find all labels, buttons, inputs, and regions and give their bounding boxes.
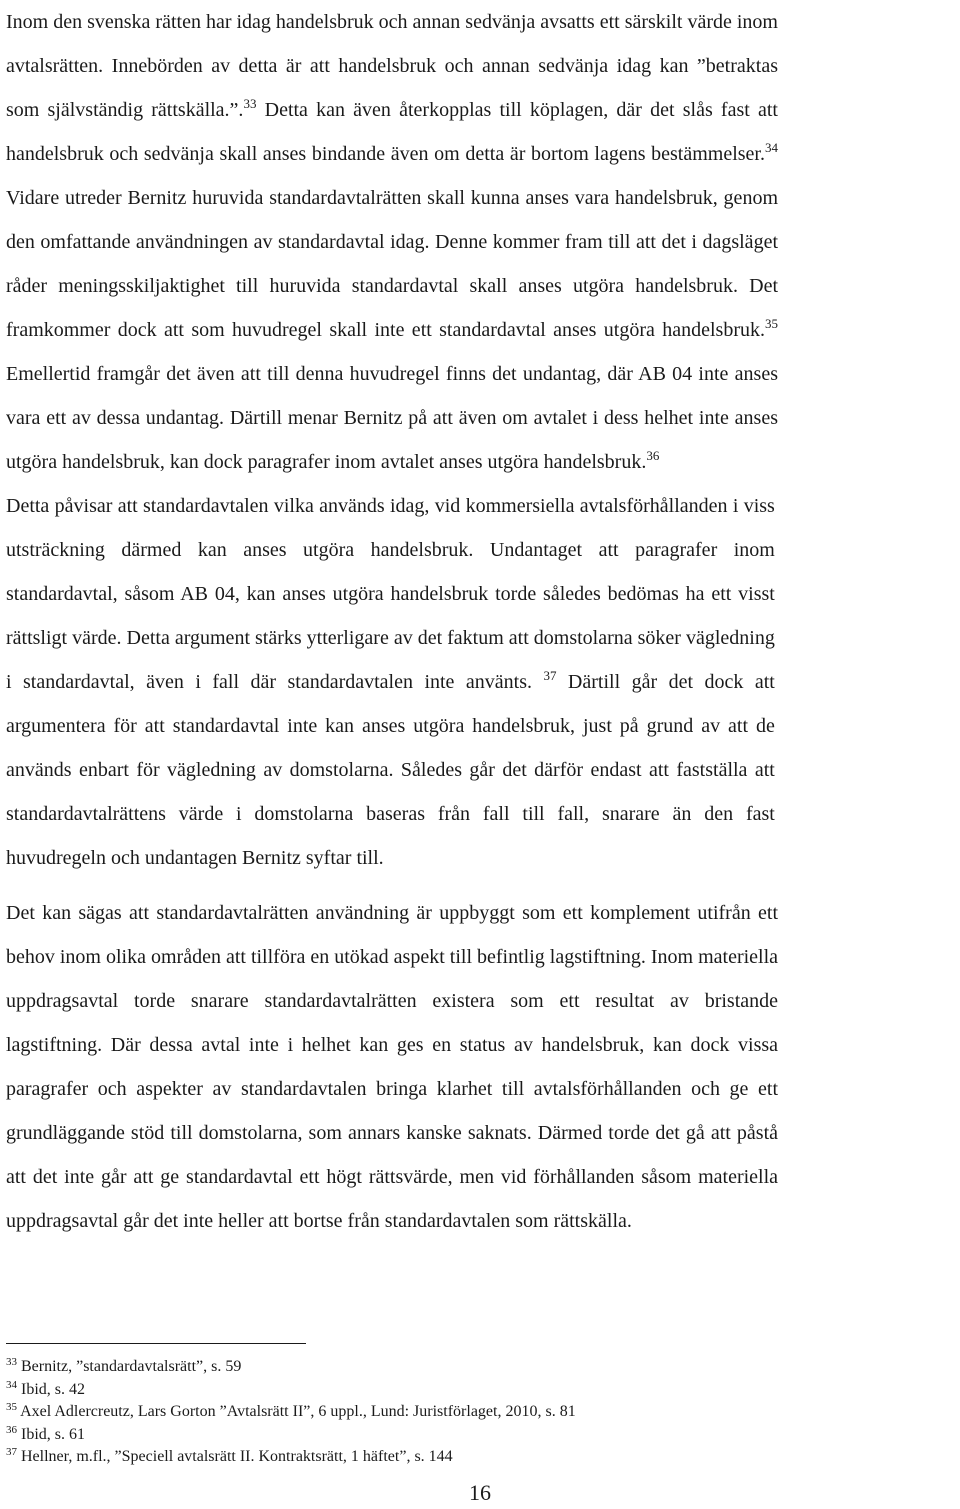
text-fragment: utsträckning därmed kan anses utgöra handelsbruk. Undantaget att paragrafer inom [6, 539, 775, 561]
text-fragment: Detta påvisar att standardavtalen vilka används idag, vid kommersiella avtalsförhållanden i viss [6, 495, 775, 517]
text-fragment: den omfattande användningen av standardavtal idag. Denne kommer fram till att det i dagsläget [6, 231, 778, 253]
text-line [6, 979, 778, 1023]
text-line [6, 1067, 778, 1111]
text-fragment: argumentera för att standardavtal inte kan anses utgöra handelsbruk, just på grund av att de [6, 715, 775, 737]
paragraph-3 [6, 891, 778, 1243]
footnote-number: 35 [6, 1401, 17, 1413]
text-fragment: Det kan sägas att standardavtalrätten användning är uppbyggt som ett komplement utifrån ett [6, 902, 779, 924]
text-fragment: avtalsrätten. Innebörden av detta är att handelsbruk och annan sedvänja idag kan ”betraktas [6, 55, 778, 77]
footnotes [6, 1356, 956, 1469]
text-fragment: huvudregeln och undantagen Bernitz syftar till. [6, 847, 384, 869]
text-line [6, 1111, 778, 1155]
text-fragment: Inom den svenska rätten har idag handelsbruk och annan sedvänja avsatts ett särskilt värde inom [6, 11, 778, 33]
text-line [6, 660, 775, 704]
text-line [6, 484, 775, 528]
footnote-text: Bernitz, ”standardavtalsrätt”, s. 59 [21, 1358, 242, 1375]
text-fragment: grundläggande stöd till domstolarna, som annars kanske saknats. Därmed torde det gå att påstå [6, 1122, 779, 1144]
text-line [6, 836, 775, 880]
text-fragment: rättsligt värde. Detta argument stärks ytterligare av det faktum att domstolarna söker vägledning [6, 627, 775, 649]
text-line [6, 1155, 778, 1199]
text-fragment: handelsbruk och sedvänja skall anses bindande även om detta är bortom lagens bestämmelser. [6, 143, 765, 165]
footnote-35 [6, 1401, 956, 1424]
footnote-33 [6, 1356, 956, 1379]
text-fragment: standardavtalrättens värde i domstolarna baseras från fall till fall, snarare än den fast [6, 803, 775, 825]
text-fragment: paragrafer och aspekter av standardavtalen bringa klarhet till avtalsförhållanden och ge ett [6, 1078, 779, 1100]
text-fragment: uppdragsavtal torde snarare standardavtalrätten existera som ett resultat av bristande [6, 990, 779, 1012]
paragraph-2 [6, 484, 775, 880]
footnote-reference: 33 [243, 96, 257, 111]
footnote-number: 37 [6, 1446, 17, 1458]
text-line [6, 440, 778, 484]
text-fragment: Detta kan även återkopplas till köplagen, där det slås fast att [256, 99, 778, 121]
paragraph-1 [6, 0, 778, 484]
text-fragment: att det inte går att ge standardavtal ett högt rättsvärde, men vid förhållanden såsom materiella [6, 1166, 779, 1188]
footnote-text: Axel Adlercreutz, Lars Gorton ”Avtalsrätt II”, 6 uppl., Lund: Juristförlaget, 2010, s. 81 [20, 1403, 576, 1420]
text-line [6, 748, 775, 792]
footnote-reference: 34 [765, 140, 778, 155]
text-line [6, 528, 775, 572]
text-line [6, 935, 778, 979]
text-fragment: standardavtal, såsom AB 04, kan anses utgöra handelsbruk torde således bedömas ha ett visst [6, 583, 775, 605]
text-line [6, 396, 778, 440]
footnote-text: Hellner, m.fl., ”Speciell avtalsrätt II. Kontraktsrätt, 1 häftet”, s. 144 [21, 1448, 453, 1465]
text-line [6, 220, 778, 264]
footnote-number: 34 [6, 1378, 17, 1391]
text-fragment: framkommer dock att som huvudregel skall inte ett standardavtal anses utgöra handelsbruk. [6, 319, 765, 341]
text-line [6, 352, 778, 396]
footnote-reference: 37 [543, 668, 557, 683]
text-fragment: behov inom olika områden att tillföra en utökad aspekt till befintlig lagstiftning. Inom materiella [6, 946, 779, 968]
text-fragment: används enbart för vägledning av domstolarna. Således går det därför endast att fastställa att [6, 759, 775, 781]
text-line [6, 264, 778, 308]
footnote-text: Ibid, s. 61 [21, 1425, 85, 1443]
footnote-34 [6, 1379, 956, 1402]
footnote-36 [6, 1424, 956, 1447]
footnote-text: Ibid, s. 42 [21, 1380, 85, 1398]
footnote-separator [6, 1343, 306, 1344]
text-line [6, 572, 775, 616]
text-line [6, 1023, 778, 1067]
text-line [6, 44, 778, 88]
text-line [6, 1199, 778, 1243]
text-line [6, 176, 778, 220]
text-fragment: som självständig rättskälla.”. [6, 99, 244, 121]
footnote-reference: 35 [765, 316, 778, 331]
text-fragment: Vidare utreder Bernitz huruvida standardavtalrätten skall kunna anses vara handelsbruk, genom [6, 187, 778, 209]
text-line [6, 704, 775, 748]
text-fragment: lagstiftning. Där dessa avtal inte i helhet kan ges en status av handelsbruk, kan dock vissa [6, 1034, 779, 1056]
text-fragment: Emellertid framgår det även att till denna huvudregel finns det undantag, där AB 04 inte anses [6, 363, 778, 385]
text-fragment: utgöra handelsbruk, kan dock paragrafer inom avtalet anses utgöra handelsbruk. [6, 451, 647, 473]
text-fragment: vara ett av dessa undantag. Därtill menar Bernitz på att även om avtalet i dess helhet inte anses [6, 407, 778, 429]
text-fragment: i standardavtal, även i fall där standardavtalen inte använts. [6, 671, 544, 693]
text-line [6, 308, 778, 352]
text-fragment: råder meningsskiljaktighet till huruvida standardavtal skall anses utgöra handelsbruk. Det [6, 275, 778, 297]
text-line [6, 792, 775, 836]
footnote-reference: 36 [646, 448, 660, 463]
footnote-37 [6, 1446, 956, 1469]
text-fragment: uppdragsavtal går det inte heller att bortse från standardavtalen som rättskälla. [6, 1210, 632, 1232]
footnote-number: 36 [6, 1423, 17, 1436]
text-line [6, 616, 775, 660]
text-line [6, 88, 778, 132]
text-fragment: Därtill går det dock att [556, 671, 775, 693]
text-line [6, 891, 778, 935]
text-line [6, 0, 778, 44]
footnote-number: 33 [6, 1356, 17, 1368]
text-line [6, 132, 778, 176]
page-number: 16 [469, 1480, 491, 1505]
